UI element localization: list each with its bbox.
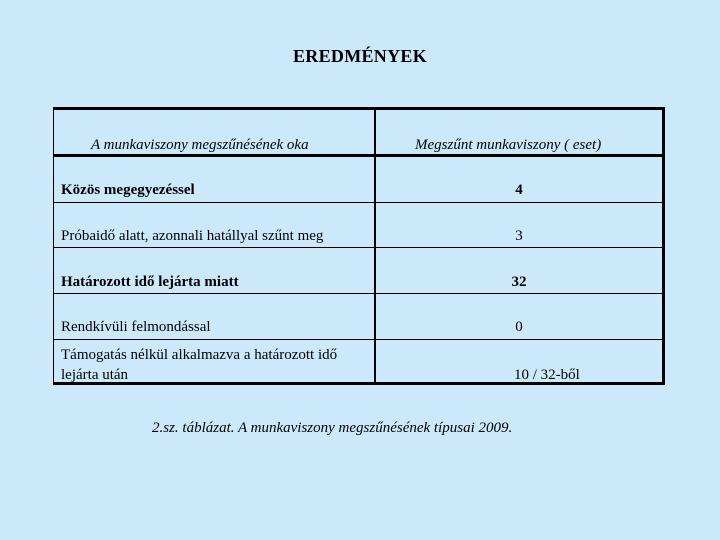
header-rule	[54, 154, 663, 157]
table-caption: 2.sz. táblázat. A munkaviszony megszűnésének típusai 2009.	[152, 420, 513, 436]
row-count: 10 / 32-ből	[514, 367, 580, 383]
column-divider	[374, 109, 376, 383]
row-count: 0	[515, 319, 523, 335]
row-divider	[54, 293, 663, 294]
header-count: Megszűnt munkaviszony ( eset)	[415, 137, 602, 153]
row-reason: Közös megegyezéssel	[61, 182, 195, 198]
row-count: 3	[515, 228, 523, 244]
row-divider	[54, 202, 663, 203]
row-reason: Rendkívüli felmondással	[61, 319, 211, 335]
row-reason: Határozott idő lejárta miatt	[61, 274, 239, 290]
page-title: EREDMÉNYEK	[292, 46, 427, 66]
header-reason: A munkaviszony megszűnésének oka	[91, 137, 309, 153]
row-divider	[54, 339, 663, 340]
row-count: 4	[515, 182, 523, 198]
row-reason-line: Támogatás nélkül alkalmazva a határozott idő	[61, 347, 338, 363]
row-divider	[54, 247, 663, 248]
row-reason-line: lejárta után	[61, 367, 129, 383]
row-reason: Próbaidő alatt, azonnali hatállyal szűnt meg	[61, 228, 324, 244]
row-count: 32	[511, 274, 527, 290]
